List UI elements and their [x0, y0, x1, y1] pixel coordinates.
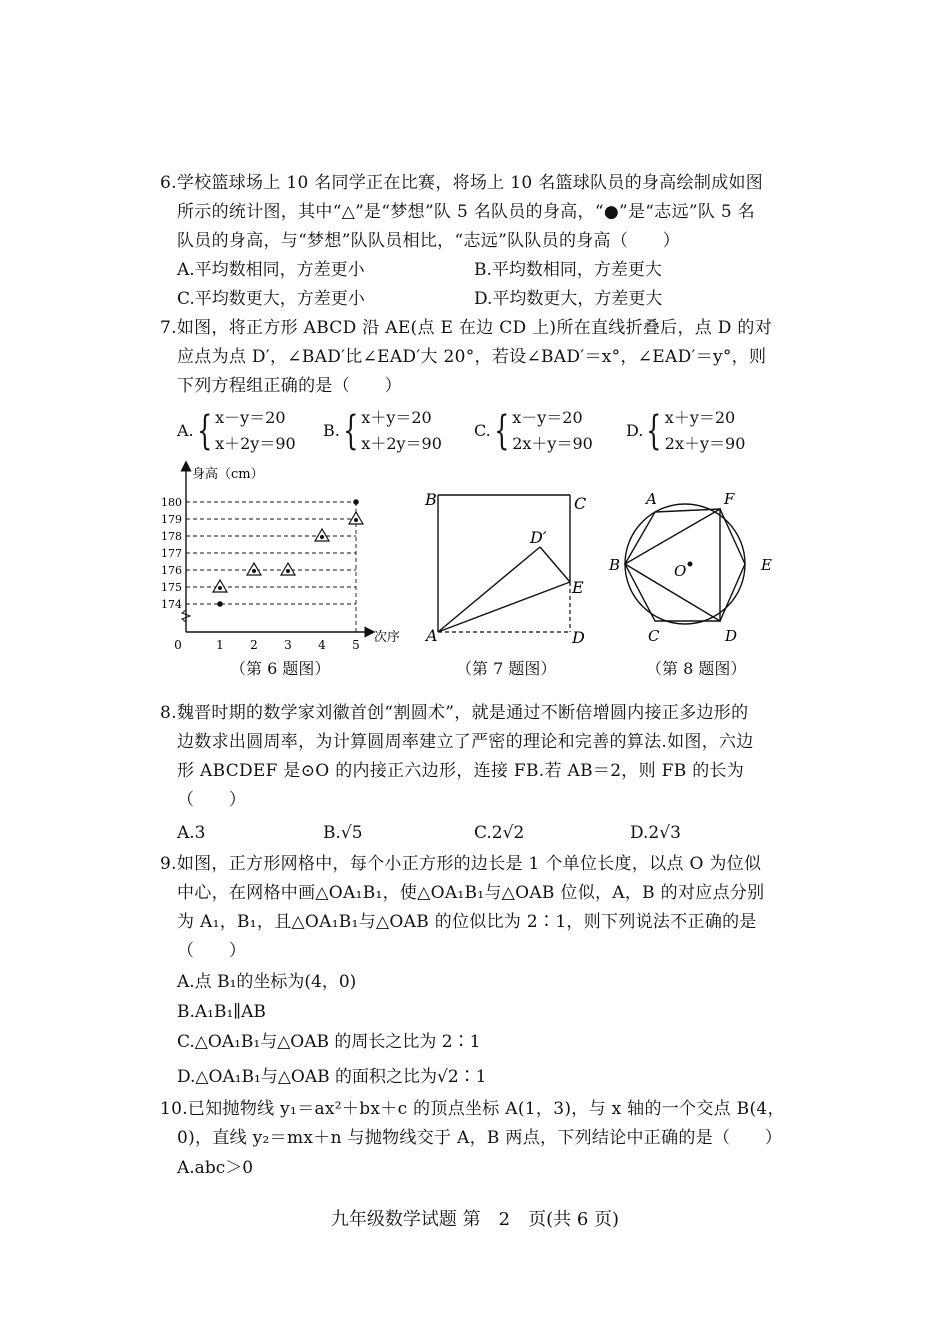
q7-option-b-label: B. — [323, 421, 340, 440]
label-o: O — [674, 562, 687, 580]
triangle-point-center — [252, 569, 256, 573]
y-tick-label: 175 — [161, 581, 182, 594]
chart-gridlines — [186, 502, 356, 632]
q7-option-b-eq1: x＋y＝20 — [361, 408, 432, 427]
q6-line-3: 队员的身高，与“梦想”队队员相比，“志远”队队员的身高（ ） — [177, 231, 681, 251]
q7-option-c-eq1: x－y＝20 — [512, 408, 583, 427]
q7-line-2: 应点为点 D′，∠BAD′比∠EAD′大 20°，若设∠BAD′＝x°，∠EAD′＝y°，则 — [177, 347, 767, 367]
label-b: B — [609, 556, 621, 574]
q9-line-4: （ ） — [177, 941, 247, 961]
x-tick-label: 2 — [250, 638, 258, 650]
q7-line-1: 7.如图，将正方形 ABCD 沿 AE(点 E 在边 CD 上)所在直线折叠后，点 D 的对 — [160, 318, 773, 338]
label-a: A — [426, 626, 438, 645]
q7-option-a: A.{ x－y＝20 x＋2y＝90 — [177, 405, 296, 457]
y-tick-label: 178 — [161, 530, 182, 543]
q9-line-1: 9.如图，正方形网格中，每个小正方形的边长是 1 个单位长度，以点 O 为位似 — [160, 854, 762, 874]
triangle-point-center — [320, 535, 324, 539]
label-d: D — [572, 628, 585, 647]
q8-line-2: 边数求出圆周率，为计算圆周率建立了严密的理论和完善的算法.如图，六边 — [177, 732, 754, 752]
q8-option-a: A.3 — [177, 823, 206, 843]
x-tick-label: 1 — [216, 638, 224, 650]
y-tick-label: 174 — [161, 598, 182, 611]
q6-option-a: A.平均数相同，方差更小 — [177, 260, 365, 280]
label-d: D — [725, 627, 738, 645]
y-tick-label: 180 — [161, 496, 182, 509]
q6-line-1: 6.学校篮球场上 10 名同学正在比赛，将场上 10 名篮球队员的身高绘制成如图 — [160, 173, 764, 193]
q6-option-c: C.平均数更大，方差更小 — [177, 289, 365, 309]
caption-fig7: （第 7 题图） — [456, 659, 557, 678]
label-b: B — [425, 490, 437, 509]
segment-ae — [438, 582, 570, 632]
caption-fig6: （第 6 题图） — [230, 659, 331, 678]
label-d-prime: D′ — [530, 528, 547, 547]
dot-point — [353, 499, 359, 505]
q9-line-3: 为 A₁，B₁，且△OA₁B₁与△OAB 的位似比为 2∶1，则下列说法不正确的是 — [177, 912, 757, 932]
q7-option-b-eq2: x＋2y＝90 — [361, 434, 442, 453]
y-tick-label: 176 — [161, 564, 182, 577]
triangle-point-center — [354, 518, 358, 522]
q7-option-c-eq2: 2x＋y＝90 — [512, 434, 593, 453]
segment-ad-prime — [438, 547, 540, 632]
q7-option-d-eq1: x＋y＝20 — [664, 408, 736, 427]
q8-line-3: 形 ABCDEF 是⊙O 的内接正六边形，连接 FB.若 AB＝2，则 FB 的长为 — [177, 761, 745, 781]
q7-option-a-eq2: x＋2y＝90 — [215, 434, 296, 453]
q6-option-b: B.平均数相同，方差更大 — [474, 260, 662, 280]
q6-line-2: 所示的统计图，其中“△”是“梦想”队 5 名队员的身高，“●”是“志远”队 5 名 — [177, 202, 755, 222]
q7-option-d-label: D. — [626, 421, 644, 440]
triangle-point-center — [286, 569, 290, 573]
x-tick-label: 3 — [284, 638, 292, 650]
q7-option-a-eq1: x－y＝20 — [215, 408, 286, 427]
q9-option-c: C.△OA₁B₁与△OAB 的周长之比为 2∶1 — [177, 1032, 481, 1052]
label-a: A — [646, 490, 657, 508]
q6-option-d: D.平均数更大，方差更大 — [474, 289, 663, 309]
q10-line-1: 10.已知抛物线 y₁＝ax²＋bx＋c 的顶点坐标 A(1，3)，与 x 轴的一个交点 B(4， — [160, 1099, 785, 1119]
page-footer: 九年级数学试题 第 2 页(共 6 页) — [330, 1209, 620, 1230]
triangle-point-center — [218, 586, 222, 590]
segment-d-prime-e — [540, 547, 570, 582]
q7-line-3: 下列方程组正确的是（ ） — [177, 376, 402, 396]
label-f: F — [724, 490, 735, 508]
q9-option-d: D.△OA₁B₁与△OAB 的面积之比为√2∶1 — [177, 1067, 487, 1087]
dot-point — [217, 601, 223, 607]
label-c: C — [574, 494, 587, 513]
y-axis-label: 身高（cm） — [192, 467, 264, 482]
q7-option-d: D.{ x＋y＝20 2x＋y＝90 — [626, 405, 745, 457]
q10-option-a: A.abc＞0 — [177, 1158, 254, 1178]
y-tick-label: 179 — [161, 513, 182, 526]
q7-option-b: B.{ x＋y＝20 x＋2y＝90 — [323, 405, 442, 457]
q7-option-a-label: A. — [177, 421, 194, 440]
q9-option-b: B.A₁B₁∥AB — [177, 1002, 266, 1022]
label-e: E — [761, 556, 772, 574]
caption-fig8: （第 8 题图） — [646, 659, 747, 678]
q10-line-2: 0)，直线 y₂＝mx＋n 与抛物线交于 A，B 两点，下列结论中正确的是（ ） — [177, 1128, 783, 1148]
y-tick-label: 177 — [161, 547, 182, 560]
height-scatter-chart — [160, 460, 415, 650]
q7-option-c-label: C. — [474, 421, 491, 440]
q7-option-d-eq2: 2x＋y＝90 — [664, 434, 746, 453]
q8-option-b: B.√5 — [323, 823, 363, 843]
q8-line-1: 8.魏晋时期的数学家刘徽首创“割圆术”，就是通过不断倍增圆内接正多边形的 — [160, 703, 749, 723]
q8-option-c: C.2√2 — [474, 823, 525, 843]
center-point — [688, 562, 693, 567]
square-fold-figure — [420, 485, 595, 650]
x-tick-label: 5 — [352, 638, 360, 650]
x-tick-label: 0 — [174, 638, 182, 650]
q8-line-4: （ ） — [177, 790, 247, 810]
q7-option-c: C.{ x－y＝20 2x＋y＝90 — [474, 405, 593, 457]
q8-option-d: D.2√3 — [630, 823, 681, 843]
q9-option-a: A.点 B₁的坐标为(4，0) — [177, 972, 357, 992]
label-e: E — [572, 578, 584, 597]
x-tick-label: 4 — [318, 638, 326, 650]
q9-line-2: 中心，在网格中画△OA₁B₁，使△OA₁B₁与△OAB 位似，A，B 的对应点分别 — [177, 883, 765, 903]
hexagon-circle-figure — [600, 482, 780, 652]
x-axis-label: 次序 — [374, 630, 401, 645]
label-c: C — [648, 627, 660, 645]
